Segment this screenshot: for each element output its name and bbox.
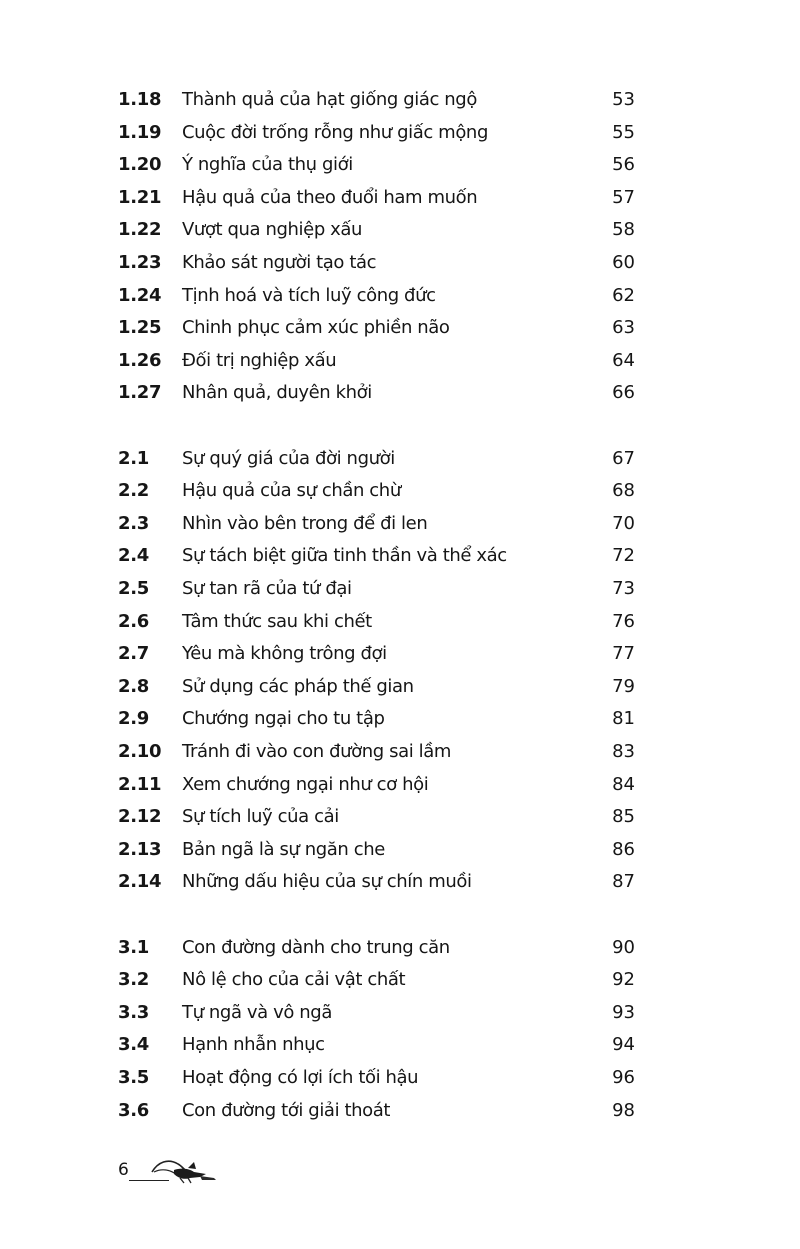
- toc-entry-number: 1.25: [118, 317, 162, 339]
- toc-entry: [0, 247, 800, 279]
- toc-entry: [0, 280, 800, 312]
- toc-entry-page: 66: [612, 382, 635, 404]
- toc-entry-page: 64: [612, 349, 635, 371]
- toc-entry-number: 2.1: [118, 447, 149, 469]
- toc-entry-number: 2.11: [118, 773, 162, 795]
- toc-entry-title: Tự ngã và vô ngã: [182, 1001, 332, 1023]
- toc-entry-number: 1.18: [118, 89, 162, 110]
- toc-entry-number: 1.23: [118, 252, 162, 273]
- toc-entry-title: Nhân quả, duyên khởi: [182, 382, 372, 404]
- toc-entry: [0, 540, 800, 572]
- toc-entry-number: 3.6: [118, 1099, 149, 1121]
- bird-ornament-icon: [144, 1150, 224, 1186]
- toc-entry: [0, 671, 800, 703]
- toc-entry-page: 57: [612, 186, 635, 208]
- toc-entry: [0, 214, 800, 246]
- toc-entry-page: 98: [612, 1099, 635, 1121]
- toc-entry-page: 79: [612, 675, 635, 697]
- toc-entry: [0, 508, 800, 540]
- toc-entry: [0, 475, 800, 507]
- toc-entry-page: 77: [612, 643, 635, 665]
- toc-entry-number: 2.14: [118, 871, 162, 893]
- toc-entry: [0, 377, 800, 409]
- toc-entry-title: Xem chướng ngại như cơ hội: [182, 773, 429, 795]
- toc-entry-page: 63: [612, 317, 635, 339]
- toc-entry-number: 1.22: [118, 219, 162, 241]
- toc-entry: [0, 801, 800, 833]
- toc-entry: [0, 182, 800, 214]
- toc-entry: [0, 312, 800, 344]
- toc-entry: [0, 769, 800, 801]
- toc-entry-title: Cuộc đời trống rỗng như giấc mộng: [182, 121, 488, 143]
- toc-entry-title: Chinh phục cảm xúc phiền não: [182, 317, 450, 339]
- page-number: 6: [118, 1160, 129, 1180]
- toc-entry: [0, 1029, 800, 1061]
- toc-entry-number: 2.9: [118, 708, 149, 730]
- toc-entry-page: 53: [612, 89, 635, 110]
- toc-entry-number: 3.2: [118, 969, 149, 991]
- toc-entry-title: Nhìn vào bên trong để đi len: [182, 512, 428, 534]
- toc-entry-title: Vượt qua nghiệp xấu: [182, 219, 363, 241]
- toc-entry-page: 83: [612, 741, 635, 762]
- toc-entry-title: Chướng ngại cho tu tập: [182, 708, 385, 730]
- page-footer: [118, 1150, 238, 1190]
- toc-entry-page: 87: [612, 871, 635, 893]
- toc-entry-title: Hạnh nhẫn nhục: [182, 1034, 325, 1056]
- toc-entry: [0, 964, 800, 996]
- toc-entry-title: Ý nghĩa của thụ giới: [182, 154, 353, 176]
- toc-entry: [0, 932, 800, 964]
- toc-entry-number: 1.21: [118, 186, 162, 208]
- toc-entry-number: 2.8: [118, 675, 149, 697]
- toc-entry-title: Khảo sát người tạo tác: [182, 252, 377, 273]
- toc-entry-number: 1.24: [118, 284, 162, 306]
- toc-entry-page: 84: [612, 773, 635, 795]
- toc-entry-page: 58: [612, 219, 635, 241]
- toc-entry: [0, 149, 800, 181]
- toc-entry-title: Những dấu hiệu của sự chín muồi: [182, 871, 472, 893]
- toc-entry-title: Sự tích luỹ của cải: [182, 806, 339, 828]
- toc-entry-title: Sự tách biệt giữa tinh thần và thể xác: [182, 545, 507, 567]
- toc-entry-number: 1.20: [118, 154, 162, 176]
- toc-entry: [0, 443, 800, 475]
- toc-entry-title: Hậu quả của sự chần chừ: [182, 480, 401, 502]
- toc-entry-number: 2.2: [118, 480, 149, 502]
- toc-entry-number: 2.7: [118, 643, 149, 665]
- toc-entry: [0, 345, 800, 377]
- toc-entry: [0, 117, 800, 149]
- toc-entry-title: Hậu quả của theo đuổi ham muốn: [182, 186, 478, 208]
- toc-entry: [0, 736, 800, 768]
- toc-entry-number: 2.3: [118, 512, 149, 534]
- toc-entry-number: 1.19: [118, 121, 162, 143]
- toc-entry-page: 86: [612, 838, 635, 860]
- toc-entry-number: 2.12: [118, 806, 162, 828]
- toc-entry-number: 2.5: [118, 578, 149, 599]
- toc-entry-page: 72: [612, 545, 635, 567]
- toc-entry-title: Hoạt động có lợi ích tối hậu: [182, 1067, 419, 1088]
- toc-entry-title: Tịnh hoá và tích luỹ công đức: [182, 284, 436, 306]
- toc-entry-title: Nô lệ cho của cải vật chất: [182, 969, 406, 991]
- toc-entry-page: 68: [612, 480, 635, 502]
- toc-entry: [0, 606, 800, 638]
- toc-entry-page: 76: [612, 610, 635, 632]
- toc-entry-title: Sự quý giá của đời người: [182, 447, 395, 469]
- toc-entry: [0, 84, 800, 116]
- toc-entry-page: 93: [612, 1001, 635, 1023]
- toc-entry-page: 62: [612, 284, 635, 306]
- toc-entry-number: 1.27: [118, 382, 162, 404]
- toc-entry-number: 3.4: [118, 1034, 149, 1056]
- toc-entry-title: Sự tan rã của tứ đại: [182, 578, 352, 599]
- toc-entry-title: Con đường dành cho trung căn: [182, 936, 450, 958]
- toc-entry: [0, 573, 800, 605]
- toc-entry-number: 2.10: [118, 741, 162, 762]
- toc-entry-page: 96: [612, 1067, 635, 1088]
- toc-entry-number: 2.6: [118, 610, 149, 632]
- toc-entry-page: 67: [612, 447, 635, 469]
- toc-entry-page: 90: [612, 936, 635, 958]
- toc-entry-number: 2.13: [118, 838, 162, 860]
- toc-entry-number: 3.1: [118, 936, 149, 958]
- toc-entry: [0, 866, 800, 898]
- toc-entry-title: Tâm thức sau khi chết: [182, 610, 372, 632]
- toc-entry: [0, 1062, 800, 1094]
- toc-entry-number: 1.26: [118, 349, 162, 371]
- toc-entry-page: 60: [612, 252, 635, 273]
- toc-entry-page: 55: [612, 121, 635, 143]
- toc-entry-page: 85: [612, 806, 635, 828]
- toc-entry-number: 2.4: [118, 545, 149, 567]
- toc-entry-title: Đối trị nghiệp xấu: [182, 349, 337, 371]
- toc-entry-title: Con đường tới giải thoát: [182, 1099, 391, 1121]
- toc-entry-title: Yêu mà không trông đợi: [182, 643, 387, 665]
- toc-entry-page: 81: [612, 708, 635, 730]
- toc-entry: [0, 1095, 800, 1127]
- toc-entry-title: Sử dụng các pháp thế gian: [182, 675, 414, 697]
- toc-entry-title: Thành quả của hạt giống giác ngộ: [182, 89, 477, 110]
- toc-entry: [0, 997, 800, 1029]
- toc-entry-title: Bản ngã là sự ngăn che: [182, 838, 385, 860]
- toc-entry-page: 92: [612, 969, 635, 991]
- toc-entry-page: 73: [612, 578, 635, 599]
- toc-entry-title: Tránh đi vào con đường sai lầm: [182, 741, 452, 762]
- toc-entry: [0, 703, 800, 735]
- toc-entry-page: 94: [612, 1034, 635, 1056]
- toc-entry: [0, 834, 800, 866]
- toc-entry-page: 56: [612, 154, 635, 176]
- toc-entry-number: 3.3: [118, 1001, 149, 1023]
- toc-entry: [0, 638, 800, 670]
- toc-entry-number: 3.5: [118, 1067, 149, 1088]
- toc-entry-page: 70: [612, 512, 635, 534]
